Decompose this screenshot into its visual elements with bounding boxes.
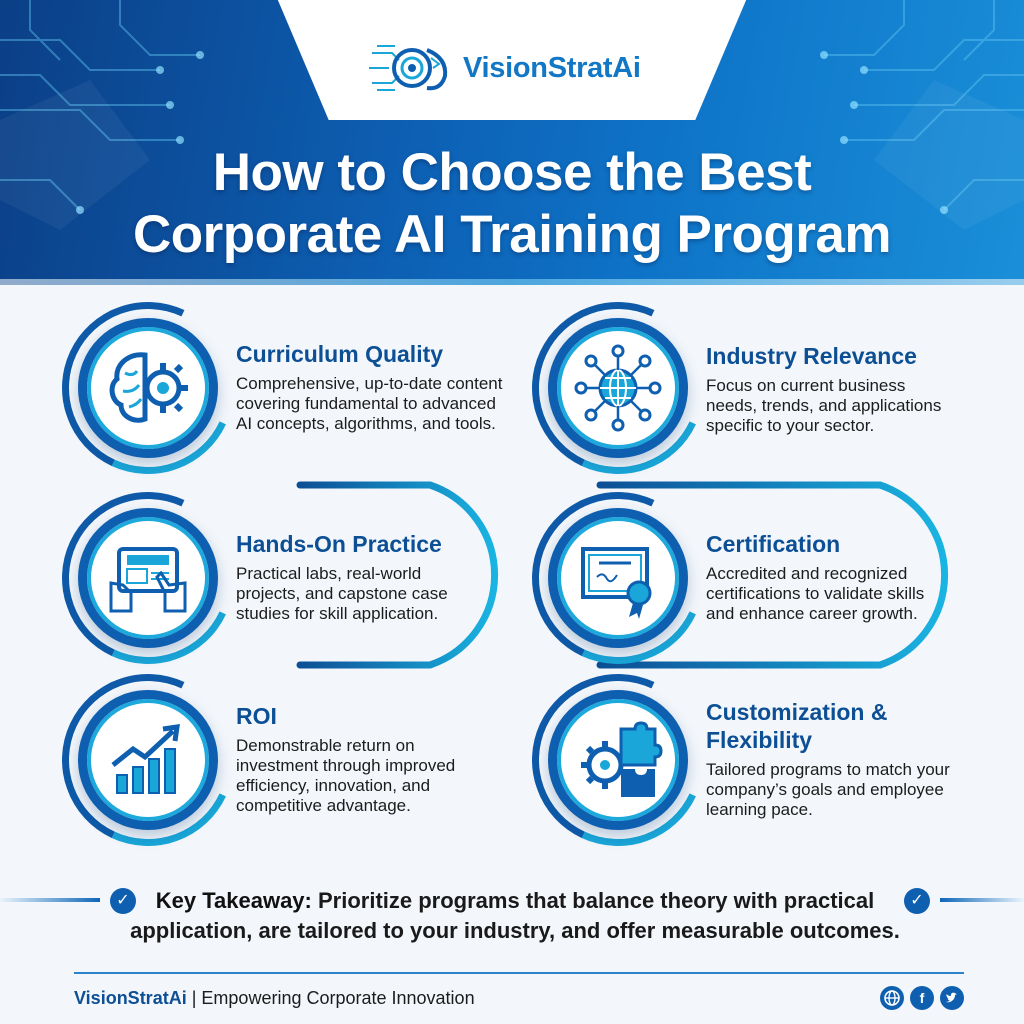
badge-certification: [548, 508, 688, 648]
check-icon: ✓: [110, 888, 136, 914]
header-banner: [0, 0, 1024, 285]
check-icon: ✓: [904, 888, 930, 914]
card-hands-on-practice: [236, 530, 536, 624]
card-title: Curriculum Quality: [236, 341, 444, 367]
footer-brand[interactable]: VisionStratAi: [74, 988, 187, 1008]
card-customization: [706, 698, 1006, 820]
title-line-2: Corporate AI Training Program: [132, 205, 892, 264]
card-description: Comprehensive, up-to-date content covering fundamental to advanced AI concepts, algorithms, and tools.: [236, 374, 503, 433]
brand-logo[interactable]: [367, 38, 667, 98]
card-roi: [236, 702, 536, 816]
takeaway-label: Key Takeaway:: [155, 888, 312, 913]
title-line-1: How to Choose the Best: [212, 143, 812, 202]
footer-separator: |: [191, 988, 197, 1008]
card-curriculum-quality: [236, 340, 536, 434]
page-title: [0, 142, 1024, 266]
twitter-icon[interactable]: [940, 986, 964, 1010]
header-divider: [0, 279, 1024, 285]
badge-roi: [78, 690, 218, 830]
card-description: Focus on current business needs, trends, and applications specific to your sector.: [706, 376, 942, 435]
card-description: Accredited and recognized certifications to validate skills and enhance career growth.: [706, 564, 925, 623]
takeaway-line-left: [0, 898, 100, 902]
growth-chart-icon: [103, 715, 193, 805]
badge-curriculum-quality: [78, 318, 218, 458]
footer-tagline: Empowering Corporate Innovation: [201, 988, 475, 1008]
badge-customization: [548, 690, 688, 830]
card-title: Customization & Flexibility: [706, 699, 888, 753]
globe-icon[interactable]: [880, 986, 904, 1010]
facebook-icon[interactable]: f: [910, 986, 934, 1010]
certificate-icon: [573, 533, 663, 623]
card-certification: [706, 530, 1006, 624]
badge-hands-on-practice: [78, 508, 218, 648]
tablet-hands-icon: [103, 533, 193, 623]
puzzle-gear-icon: [573, 715, 663, 805]
card-industry-relevance: [706, 342, 1006, 436]
card-title: Hands-On Practice: [236, 531, 442, 557]
footer: [74, 988, 475, 1009]
card-description: Tailored programs to match your company’s goals and employee learning pace.: [706, 760, 950, 819]
brain-gear-icon: [103, 343, 193, 433]
card-title: Industry Relevance: [706, 343, 917, 369]
globe-network-icon: [573, 343, 663, 433]
takeaway-line-right: [940, 898, 1024, 902]
card-title: Certification: [706, 531, 841, 557]
badge-industry-relevance: [548, 318, 688, 458]
takeaway-text: Prioritize programs that balance theory with practical application, are tailored to your industry, and offer measurable outcomes.: [130, 888, 900, 943]
card-description: Demonstrable return on investment through improved efficiency, innovation, and competitive advantage.: [236, 736, 456, 815]
lion-eye-logo-icon: [367, 38, 453, 98]
brand-name: VisionStratAi: [463, 51, 641, 84]
card-title: ROI: [236, 703, 277, 729]
card-description: Practical labs, real-world projects, and capstone case studies for skill application.: [236, 564, 448, 623]
key-takeaway: [120, 886, 910, 946]
footer-divider: [74, 972, 964, 974]
